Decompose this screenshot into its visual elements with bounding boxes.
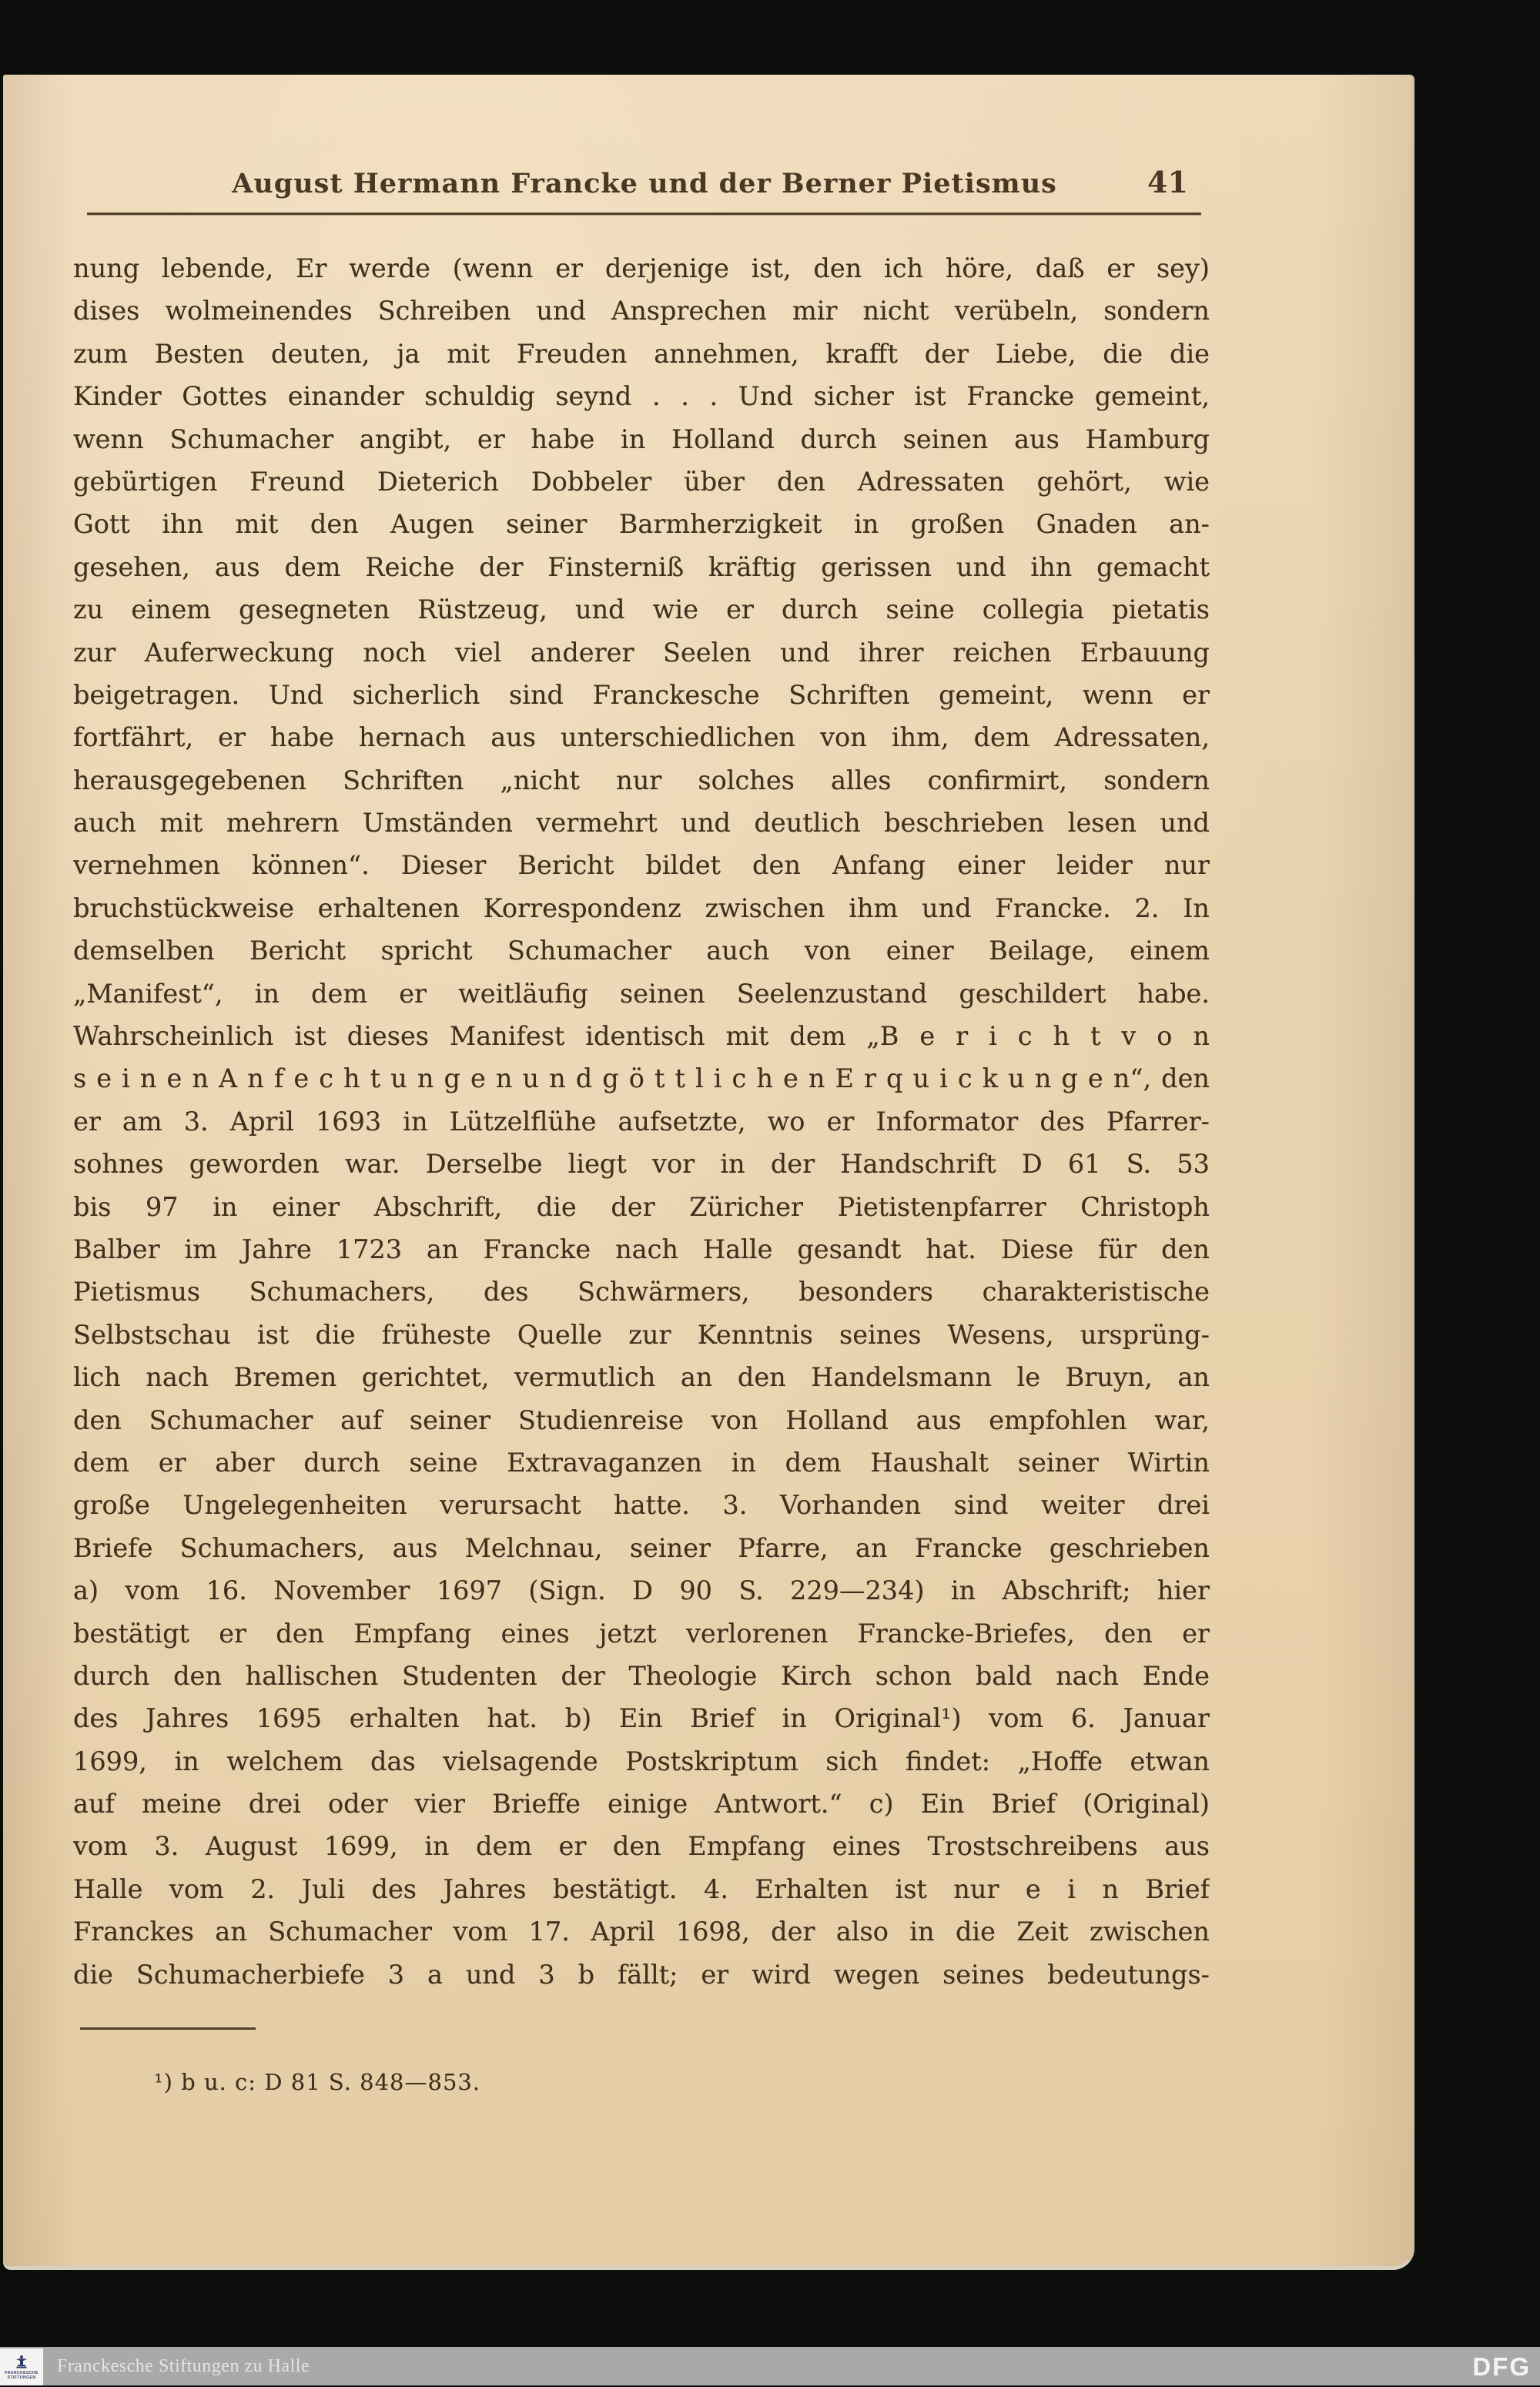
text-line: nung lebende, Er werde (wenn er derjenige ist, den ich höre, daß er sey) — [73, 253, 1210, 283]
footnote: ¹) b u. c: D 81 S. 848—853. — [154, 2069, 481, 2095]
text-line: „Manifest“, in dem er weitläufig seinen Seelenzustand geschildert habe. — [73, 978, 1210, 1009]
text-line: zu einem gesegneten Rüstzeug, und wie er durch seine collegia pietatis — [73, 594, 1210, 625]
text-line: den Schumacher auf seiner Studienreise von Holland aus empfohlen war, — [73, 1404, 1210, 1435]
text-line: dises wolmeinendes Schreiben und Ansprechen mir nicht verübeln, sondern — [73, 296, 1210, 326]
page-number: 41 — [1147, 165, 1188, 199]
text-line: fortfährt, er habe hernach aus unterschiedlichen von ihm, dem Adressaten, — [73, 722, 1210, 753]
footnote-separator — [80, 2027, 256, 2030]
text-line: große Ungelegenheiten verursacht hatte. 3. Vorhanden sind weiter drei — [73, 1490, 1210, 1521]
text-line: Wahrscheinlich ist dieses Manifest identisch mit dem „B e r i c h t v o n — [73, 1021, 1210, 1052]
text-line: bestätigt er den Empfang eines jetzt verlorenen Francke-Briefes, den er — [73, 1618, 1210, 1649]
text-line: Halle vom 2. Juli des Jahres bestätigt. 4. Erhalten ist nur e i n Brief — [73, 1873, 1210, 1904]
text-line: auf meine drei oder vier Brieffe einige Antwort.“ c) Ein Brief (Original) — [73, 1789, 1210, 1820]
text-line: bruchstückweise erhaltenen Korrespondenz zwischen ihm und Francke. 2. In — [73, 892, 1210, 923]
text-line: demselben Bericht spricht Schumacher auch von einer Beilage, einem — [73, 936, 1210, 966]
text-line: 1699, in welchem das vielsagende Postskriptum sich findet: „Hoffe etwan — [73, 1746, 1210, 1776]
text-line: bis 97 in einer Abschrift, die der Züricher Pietistenpfarrer Christoph — [73, 1191, 1210, 1222]
text-line: vom 3. August 1699, in dem er den Empfang eines Trostschreibens aus — [73, 1831, 1210, 1862]
text-line: zur Auferweckung noch viel anderer Seelen und ihrer reichen Erbauung — [73, 637, 1210, 668]
text-line: gebürtigen Freund Dieterich Dobbeler über den Adressaten gehört, wie — [73, 466, 1210, 497]
logo-caption-line2: STIFTUNGEN — [7, 2375, 36, 2380]
franckesche-stiftungen-logo[interactable] — [0, 2348, 43, 2385]
text-line: dem er aber durch seine Extravaganzen in dem Haushalt seiner Wirtin — [73, 1447, 1210, 1478]
text-line: vernehmen können“. Dieser Bericht bildet den Anfang einer leider nur — [73, 850, 1210, 881]
text-line: beigetragen. Und sicherlich sind Franckesche Schriften gemeint, wenn er — [73, 679, 1210, 710]
institution-label: Franckesche Stiftungen zu Halle — [57, 2356, 310, 2376]
footer-bar — [0, 2347, 1540, 2385]
dfg-logo[interactable]: DFG — [1472, 2352, 1531, 2381]
text-line: Franckes an Schumacher vom 17. April 1698, der also in die Zeit zwischen — [73, 1917, 1210, 1947]
header-rule — [87, 213, 1201, 215]
text-line: herausgegebenen Schriften „nicht nur solches alles confirmirt, sondern — [73, 765, 1210, 795]
text-line: auch mit mehrern Umständen vermehrt und deutlich beschrieben lesen und — [73, 808, 1210, 839]
text-line: er am 3. April 1693 in Lützelflühe aufsetzte, wo er Informator des Pfarrer- — [73, 1106, 1210, 1137]
text-line: zum Besten deuten, ja mit Freuden annehmen, krafft der Liebe, die die — [73, 338, 1210, 369]
running-head: August Hermann Francke und der Berner Pietismus — [232, 168, 1057, 199]
text-line: s e i n e n A n f e c h t u n g e n u n d g ö t t l i c h e n E r q u i c k u n g e n“, den — [73, 1063, 1210, 1094]
text-line: durch den hallischen Studenten der Theologie Kirch schon bald nach Ende — [73, 1660, 1210, 1691]
text-line: lich nach Bremen gerichtet, vermutlich an den Handelsmann le Bruyn, an — [73, 1362, 1210, 1393]
text-line: wenn Schumacher angibt, er habe in Holland durch seinen aus Hamburg — [73, 424, 1210, 454]
logo-caption-line1: FRANCKESCHE — [5, 2371, 38, 2375]
text-line: des Jahres 1695 erhalten hat. b) Ein Brief in Original¹) vom 6. Januar — [73, 1703, 1210, 1734]
scanned-page — [3, 75, 1414, 2270]
text-line: Gott ihn mit den Augen seiner Barmherzigkeit in großen Gnaden an- — [73, 509, 1210, 540]
text-line: Pietismus Schumachers, des Schwärmers, besonders charakteristische — [73, 1277, 1210, 1307]
text-line: Kinder Gottes einander schuldig seynd . . . Und sicher ist Francke gemeint, — [73, 381, 1210, 412]
body-text-block — [73, 247, 1210, 1996]
text-line: a) vom 16. November 1697 (Sign. D 90 S. 229—234) in Abschrift; hier — [73, 1575, 1210, 1606]
text-line: die Schumacherbiefe 3 a und 3 b fällt; er wird wegen seines bedeutungs- — [73, 1959, 1210, 1990]
text-line: Briefe Schumachers, aus Melchnau, seiner Pfarre, an Francke geschrieben — [73, 1532, 1210, 1563]
text-line: gesehen, aus dem Reiche der Finsterniß kräftig gerissen und ihn gemacht — [73, 551, 1210, 582]
text-line: Balber im Jahre 1723 an Francke nach Halle gesandt hat. Diese für den — [73, 1234, 1210, 1264]
text-line: Selbstschau ist die früheste Quelle zur Kenntnis seines Wesens, ursprüng- — [73, 1319, 1210, 1350]
text-line: sohnes geworden war. Derselbe liegt vor in der Handschrift D 61 S. 53 — [73, 1149, 1210, 1180]
eagle-emblem-icon — [14, 2354, 29, 2369]
